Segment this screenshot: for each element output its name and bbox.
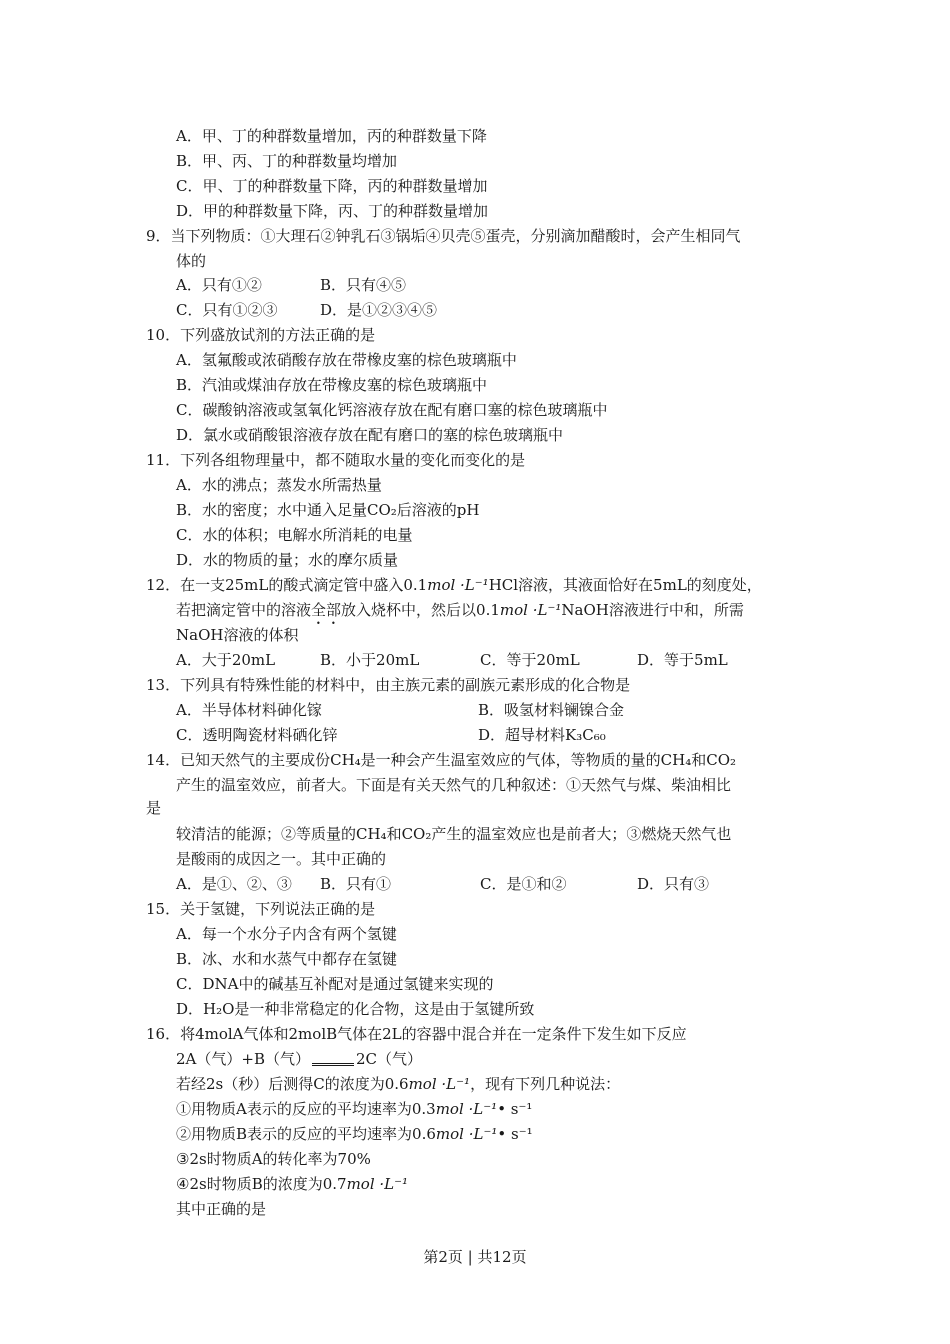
q16-s4-text: ④2s时物质B的浓度为0.7 <box>176 1175 347 1193</box>
q14-stem-line5: 是酸雨的成因之一。其中正确的 <box>176 850 387 868</box>
page-footer: 第2页 | 共12页 <box>423 1248 527 1266</box>
q8-option-c: C．甲、丁的种群数量下降，丙的种群数量增加 <box>176 177 488 195</box>
q8-option-b: B．甲、丙、丁的种群数量均增加 <box>176 152 398 170</box>
q16-statement-4 <box>176 1174 408 1194</box>
q14-stem-line3: 是 <box>146 799 162 817</box>
q16-eq-right: 2C（气） <box>355 1050 422 1068</box>
q12-option-b: B．小于20mL <box>320 651 420 669</box>
q16-statement-3: ③2s时物质A的转化率为70% <box>176 1150 371 1168</box>
q9-option-b: B．只有④⑤ <box>320 276 407 294</box>
q10-stem: 10．下列盛放试剂的方法正确的是 <box>146 326 376 344</box>
q10-option-d: D．氯水或硝酸银溶液存放在配有磨口的塞的棕色玻璃瓶中 <box>176 426 564 444</box>
q13-stem: 13．下列具有特殊性能的材料中，由主族元素的副族元素形成的化合物是 <box>146 676 631 694</box>
q10-option-c: C．碳酸钠溶液或氢氧化钙溶液存放在配有磨口塞的棕色玻璃瓶中 <box>176 401 608 419</box>
q12-l1-text-a: 12．在一支25mL的酸式滴定管中盛入0.1 <box>146 576 428 594</box>
q14-option-d: D．只有③ <box>637 875 710 893</box>
q12-stem-line3: NaOH溶液的体积 <box>176 626 299 644</box>
unit-mol-per-liter: mol ·L⁻¹ <box>435 1125 498 1143</box>
q9-stem-line2: 体的 <box>176 252 207 270</box>
equilibrium-sign <box>312 1054 354 1066</box>
q13-option-d: D．超导材料K₃C₆₀ <box>478 726 606 744</box>
q16-s1-text: ①用物质A表示的反应的平均速率为0.3 <box>176 1100 436 1118</box>
unit-mol-per-liter: mol ·L⁻¹ <box>435 1100 498 1118</box>
q12-emphasis-dots: 全部 <box>311 601 342 619</box>
q8-option-d: D．甲的种群数量下降，丙、丁的种群数量增加 <box>176 202 489 220</box>
q14-stem-line2: 产生的温室效应，前者大。下面是有关天然气的几种叙述：①天然气与煤、柴油相比 <box>176 776 732 794</box>
q16-equation <box>176 1049 422 1069</box>
q12-l1-text-b: HCl溶液，其液面恰好在5mL的刻度处， <box>488 576 762 594</box>
q9-option-a: A．只有①② <box>176 276 262 294</box>
q12-stem-line2 <box>176 600 744 620</box>
q9-stem-line1: 9．当下列物质：①大理石②钟乳石③锅垢④贝壳⑤蛋壳，分别滴加醋酸时，会产生相同气 <box>146 227 741 245</box>
q14-stem-line4: 较清洁的能源；②等质量的CH₄和CO₂产生的温室效应也是前者大；③燃烧天然气也 <box>176 825 732 843</box>
q15-option-d: D．H₂O是一种非常稳定的化合物，这是由于氢键所致 <box>176 1000 535 1018</box>
q9-option-d: D．是①②③④⑤ <box>320 301 438 319</box>
q15-option-a: A．每一个水分子内含有两个氢键 <box>176 925 397 943</box>
q11-option-d: D．水的物质的量；水的摩尔质量 <box>176 551 399 569</box>
q12-option-a: A．大于20mL <box>176 651 276 669</box>
q11-option-b: B．水的密度；水中通入足量CO₂后溶液的pH <box>176 501 480 519</box>
q15-stem: 15．关于氢键，下列说法正确的是 <box>146 900 376 918</box>
q12-stem-line1 <box>146 575 762 595</box>
q16-s2-rate-unit: • s⁻¹ <box>497 1125 533 1143</box>
q12-option-c: C．等于20mL <box>480 651 580 669</box>
q16-statement-2 <box>176 1124 533 1144</box>
q10-option-b: B．汽油或煤油存放在带橡皮塞的棕色玻璃瓶中 <box>176 376 488 394</box>
q10-option-a: A．氢氟酸或浓硝酸存放在带橡皮塞的棕色玻璃瓶中 <box>176 351 517 369</box>
q16-stem: 16．将4molA气体和2molB气体在2L的容器中混合并在一定条件下发生如下反应 <box>146 1025 687 1043</box>
q14-option-c: C．是①和② <box>480 875 567 893</box>
q14-option-a: A．是①、②、③ <box>176 875 292 893</box>
q16-statement-1 <box>176 1099 532 1119</box>
q16-s2-text: ②用物质B表示的反应的平均速率为0.6 <box>176 1125 436 1143</box>
q16-l3-text-a: 若经2s（秒）后测得C的浓度为0.6 <box>176 1075 409 1093</box>
q12-option-d: D．等于5mL <box>637 651 728 669</box>
q13-option-b: B．吸氢材料镧镍合金 <box>478 701 625 719</box>
q16-eq-left: 2A（气）+B（气） <box>176 1050 310 1068</box>
q13-option-a: A．半导体材料砷化镓 <box>176 701 322 719</box>
q16-line3 <box>176 1074 620 1094</box>
q14-option-b: B．只有① <box>320 875 392 893</box>
q11-option-c: C．水的体积；电解水所消耗的电量 <box>176 526 413 544</box>
q12-l2-text-a: 若把滴定管中的溶液 <box>176 601 312 619</box>
q15-option-b: B．冰、水和水蒸气中都存在氢键 <box>176 950 398 968</box>
q16-last-line: 其中正确的是 <box>176 1200 267 1218</box>
q11-stem: 11．下列各组物理量中，都不随取水量的变化而变化的是 <box>146 451 526 469</box>
q16-s1-rate-unit: • s⁻¹ <box>497 1100 533 1118</box>
unit-mol-per-liter: mol ·L⁻¹ <box>427 576 489 594</box>
q11-option-a: A．水的沸点；蒸发水所需热量 <box>176 476 382 494</box>
unit-mol-per-liter: mol ·L⁻¹ <box>408 1075 471 1093</box>
unit-mol-per-liter: mol ·L⁻¹ <box>499 601 562 619</box>
q16-l3-text-b: ，现有下列几种说法： <box>470 1075 621 1093</box>
q9-option-c: C．只有①②③ <box>176 301 278 319</box>
unit-mol-per-liter: mol ·L⁻¹ <box>346 1175 409 1193</box>
q14-stem-line1: 14．已知天然气的主要成份CH₄是一种会产生温室效应的气体，等物质的量的CH₄和CO₂ <box>146 751 737 769</box>
q12-l2-text-b: 放入烧杯中，然后以0.1 <box>341 601 500 619</box>
q12-l2-text-c: NaOH溶液进行中和，所需 <box>561 601 744 619</box>
q15-option-c: C．DNA中的碱基互补配对是通过氢键来实现的 <box>176 975 494 993</box>
q8-option-a: A．甲、丁的种群数量增加，丙的种群数量下降 <box>176 127 487 145</box>
q13-option-c: C．透明陶瓷材料硒化锌 <box>176 726 338 744</box>
